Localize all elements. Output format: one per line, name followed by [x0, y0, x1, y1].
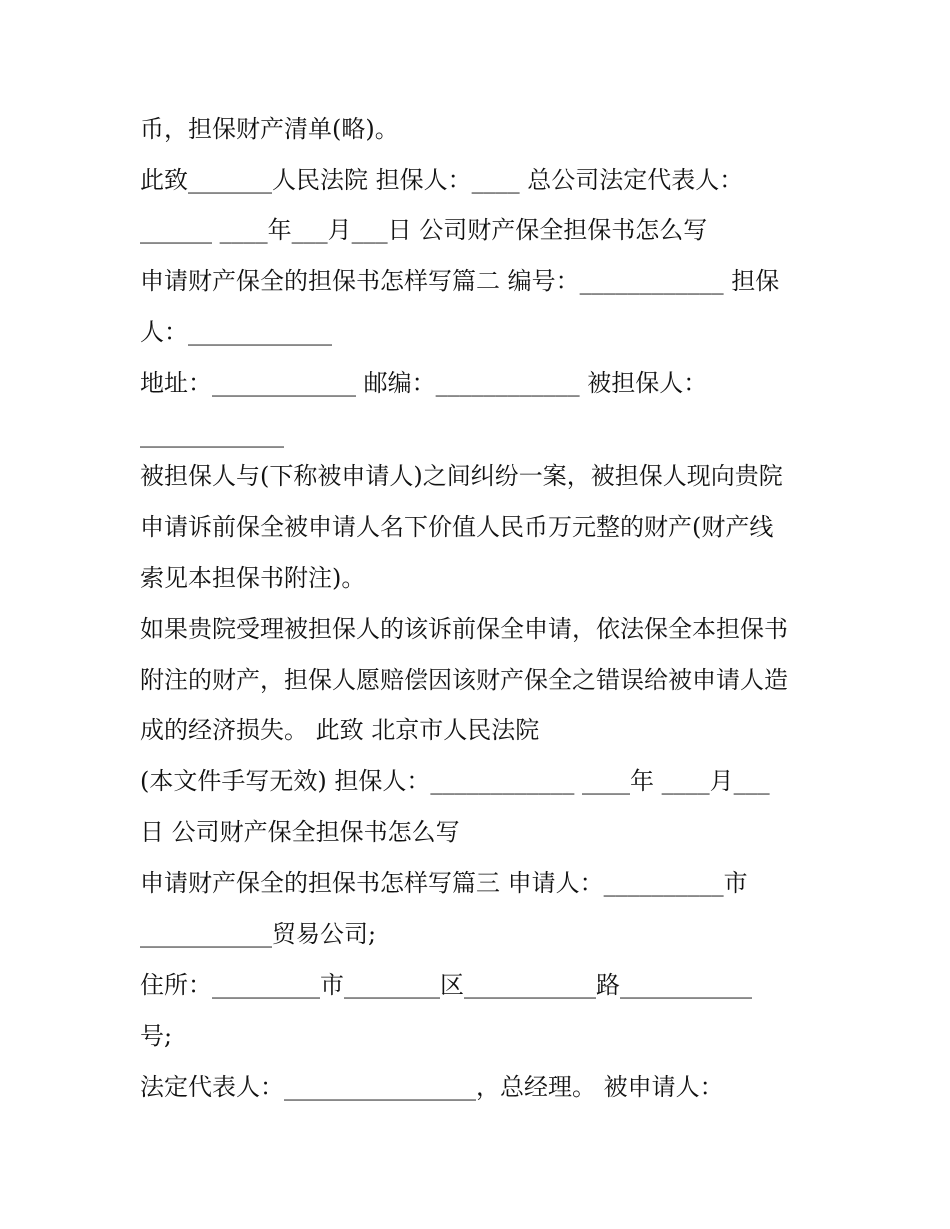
text-line: 如果贵院受理被担保人的该诉前保全申请，依法保全本担保书	[140, 615, 788, 643]
text-line: (本文件手写无效) 担保人：____________ ____年 ____月___	[140, 767, 770, 795]
text-line: ___________贸易公司;	[140, 920, 377, 948]
text-line: 此致_______人民法院 担保人：____ 总公司法定代表人：	[140, 166, 744, 194]
text-line: 申请诉前保全被申请人名下价值人民币万元整的财产(财产线	[140, 513, 774, 541]
text-line: 住所：_________市________区___________路___________	[140, 971, 752, 999]
text-line: 申请财产保全的担保书怎样写篇二 编号：____________ 担保	[140, 267, 780, 295]
text-line: 币，担保财产清单(略)。	[140, 115, 399, 143]
text-line: ______ ____年___月___日 公司财产保全担保书怎么写	[140, 216, 708, 244]
text-line: 号;	[140, 1022, 173, 1050]
text-line: 附注的财产，担保人愿赔偿因该财产保全之错误给被申请人造	[140, 666, 788, 694]
text-line: 索见本担保书附注)。	[140, 564, 366, 592]
text-line: ____________	[140, 420, 284, 448]
text-line: 人：____________	[140, 318, 332, 346]
text-line: 法定代表人：________________，总经理。 被申请人：	[140, 1073, 724, 1101]
text-line: 成的经济损失。 此致 北京市人民法院	[140, 716, 540, 744]
text-line: 申请财产保全的担保书怎样写篇三 申请人：__________市	[140, 869, 748, 897]
text-line: 地址：____________ 邮编：____________ 被担保人：	[140, 369, 708, 397]
text-line: 日 公司财产保全担保书怎么写	[140, 818, 460, 846]
text-line: 被担保人与(下称被申请人)之间纠纷一案，被担保人现向贵院	[140, 462, 783, 490]
